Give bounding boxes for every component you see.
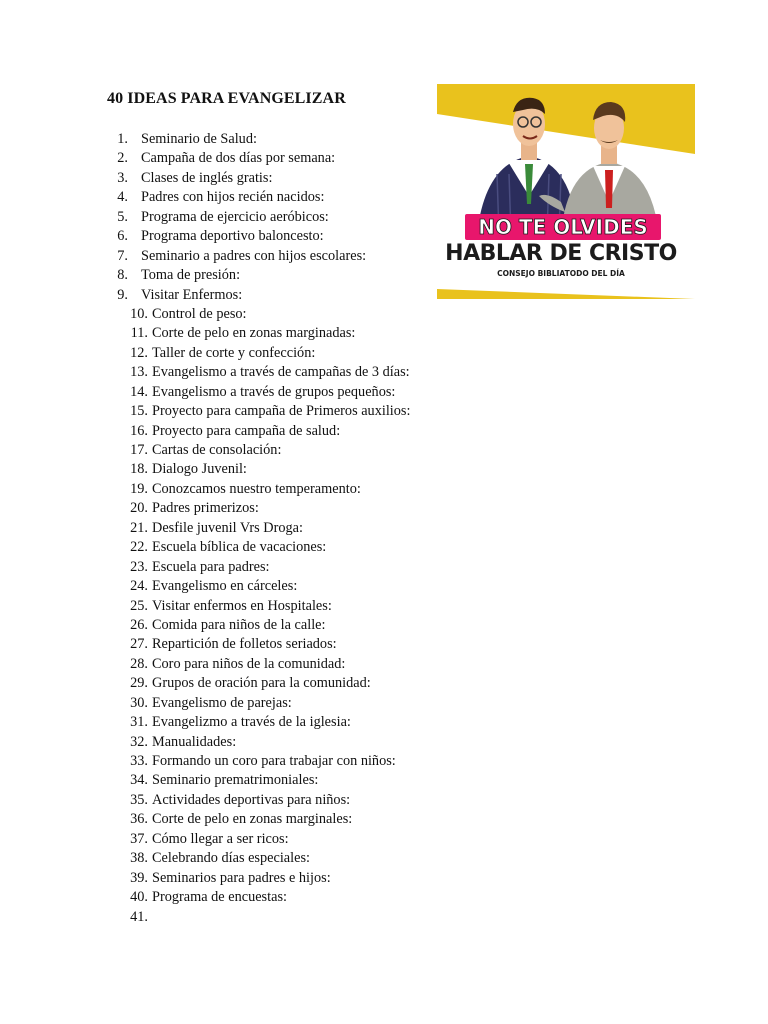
banner-subheadline: HABLAR DE CRISTO — [445, 241, 677, 266]
idea-item — [108, 363, 410, 382]
idea-number: 29. — [130, 675, 148, 692]
idea-number: 15. — [130, 403, 148, 420]
idea-item — [108, 752, 410, 771]
idea-text: Evangelismo de parejas: — [152, 694, 292, 711]
idea-number: 12. — [130, 344, 148, 361]
idea-text: Corte de pelo en zonas marginales: — [152, 811, 353, 828]
banner-illustration — [437, 84, 695, 299]
idea-text: Escuela para padres: — [152, 558, 270, 575]
banner-headline: NO TE OLVIDES — [478, 215, 648, 239]
idea-item — [108, 908, 410, 927]
idea-item — [108, 849, 410, 868]
idea-item — [108, 460, 410, 479]
idea-item — [108, 247, 410, 266]
idea-number: 6. — [117, 228, 128, 245]
idea-text: Seminario prematrimoniales: — [152, 772, 319, 789]
idea-item — [108, 771, 410, 790]
idea-text: Escuela bíblica de vacaciones: — [152, 539, 327, 556]
idea-item — [108, 733, 410, 752]
idea-text: Padres primerizos: — [152, 500, 259, 517]
idea-text: Programa deportivo baloncesto: — [141, 228, 324, 245]
idea-text: Seminario a padres con hijos escolares: — [141, 247, 367, 264]
idea-item — [108, 577, 410, 596]
idea-number: 31. — [130, 714, 148, 731]
idea-item — [108, 810, 410, 829]
idea-number: 35. — [130, 791, 148, 808]
idea-item — [108, 441, 410, 460]
idea-number: 39. — [130, 869, 148, 886]
idea-number: 1. — [117, 131, 128, 147]
idea-number: 18. — [130, 461, 148, 478]
idea-item — [108, 227, 410, 246]
idea-text: Seminario de Salud: — [141, 131, 257, 147]
idea-text: Evangelismo en cárceles: — [152, 578, 298, 595]
idea-text: Clases de inglés gratis: — [141, 169, 273, 186]
idea-number: 11. — [130, 325, 148, 342]
idea-item — [108, 208, 410, 227]
idea-text: Manualidades: — [152, 733, 237, 750]
idea-text: Programa de encuestas: — [152, 889, 287, 906]
idea-number: 20. — [130, 500, 148, 517]
idea-text: Cómo llegar a ser ricos: — [152, 830, 289, 847]
idea-text: Evangelismo a través de grupos pequeños: — [152, 383, 396, 400]
idea-item — [108, 674, 410, 693]
idea-item — [108, 791, 410, 810]
idea-text: Padres con hijos recién nacidos: — [141, 189, 325, 206]
idea-text: Programa de ejercicio aeróbicos: — [141, 208, 329, 225]
idea-text: Toma de presión: — [141, 267, 241, 284]
idea-item — [108, 344, 410, 363]
idea-item — [108, 694, 410, 713]
idea-number: 7. — [117, 247, 128, 264]
idea-number: 8. — [117, 267, 128, 284]
idea-text: Celebrando días especiales: — [152, 850, 310, 867]
idea-number: 38. — [130, 850, 148, 867]
idea-item — [108, 383, 410, 402]
idea-number: 34. — [130, 772, 148, 789]
idea-item — [108, 519, 410, 538]
idea-text: Conozcamos nuestro temperamento: — [152, 480, 361, 497]
idea-number: 40. — [130, 889, 148, 906]
idea-number: 17. — [130, 442, 148, 458]
idea-number: 2. — [117, 150, 128, 167]
page-title: 40 IDEAS PARA EVANGELIZAR — [107, 90, 346, 107]
idea-number: 30. — [130, 694, 148, 711]
idea-number: 9. — [117, 286, 128, 303]
idea-number: 28. — [130, 655, 148, 672]
idea-item — [108, 635, 410, 654]
idea-number: 36. — [130, 811, 148, 828]
idea-item — [108, 616, 410, 635]
idea-item — [108, 188, 410, 207]
idea-number: 3. — [117, 169, 128, 186]
idea-text: Formando un coro para trabajar con niños: — [152, 753, 396, 769]
idea-text: Desfile juvenil Vrs Droga: — [152, 519, 303, 536]
idea-number: 5. — [117, 208, 128, 225]
idea-number: 4. — [117, 189, 128, 206]
idea-number: 19. — [130, 480, 148, 497]
idea-item — [108, 305, 410, 324]
idea-text: Comida para niños de la calle: — [152, 616, 326, 633]
banner-tagline: CONSEJO BIBLIATODO DEL DÍA — [497, 269, 625, 278]
idea-item — [108, 558, 410, 577]
idea-item — [108, 266, 410, 285]
idea-item — [108, 538, 410, 557]
idea-item — [108, 888, 410, 907]
idea-text: Actividades deportivas para niños: — [152, 791, 351, 808]
idea-item — [108, 169, 410, 188]
idea-text: Corte de pelo en zonas marginadas: — [152, 325, 356, 342]
idea-number: 32. — [130, 733, 148, 750]
idea-number: 33. — [130, 753, 148, 769]
idea-item — [108, 869, 410, 888]
idea-number: 25. — [130, 597, 148, 614]
idea-text: Campaña de dos días por semana: — [141, 150, 336, 167]
idea-text: Proyecto para campaña de Primeros auxilios: — [152, 403, 411, 420]
idea-text: Evangelizmo a través de la iglesia: — [152, 714, 351, 731]
idea-item — [108, 149, 410, 168]
idea-number: 26. — [130, 616, 148, 633]
idea-text: Taller de corte y confección: — [152, 344, 316, 361]
idea-item — [108, 713, 410, 732]
idea-item — [108, 402, 410, 421]
idea-number: 21. — [130, 519, 148, 536]
idea-item — [108, 130, 410, 149]
idea-text: Grupos de oración para la comunidad: — [152, 675, 371, 692]
idea-item — [108, 499, 410, 518]
ideas-list — [108, 130, 410, 927]
idea-number: 24. — [130, 578, 148, 595]
idea-text: Control de peso: — [152, 305, 247, 322]
idea-number: 14. — [130, 383, 148, 400]
idea-item — [108, 422, 410, 441]
idea-item — [108, 830, 410, 849]
idea-number: 41. — [130, 908, 148, 925]
idea-item — [108, 324, 410, 343]
idea-text: Visitar Enfermos: — [141, 286, 243, 303]
idea-item — [108, 480, 410, 499]
idea-number: 13. — [130, 364, 148, 381]
idea-text: Proyecto para campaña de salud: — [152, 422, 341, 439]
idea-number: 37. — [130, 830, 148, 847]
idea-number: 27. — [130, 636, 148, 653]
idea-text: Evangelismo a través de campañas de 3 días: — [152, 364, 410, 381]
idea-text: Dialogo Juvenil: — [152, 461, 247, 478]
idea-number: 16. — [130, 422, 148, 439]
idea-text: Visitar enfermos en Hospitales: — [152, 597, 332, 614]
idea-text: Repartición de folletos seriados: — [152, 636, 337, 653]
idea-number: 22. — [130, 539, 148, 556]
idea-number: 10. — [130, 305, 148, 322]
idea-text: Cartas de consolación: — [152, 442, 282, 458]
idea-item — [108, 655, 410, 674]
idea-number: 23. — [130, 558, 148, 575]
idea-text: Coro para niños de la comunidad: — [152, 655, 346, 672]
idea-item — [108, 286, 410, 305]
idea-text: Seminarios para padres e hijos: — [152, 869, 331, 886]
idea-item — [108, 597, 410, 616]
